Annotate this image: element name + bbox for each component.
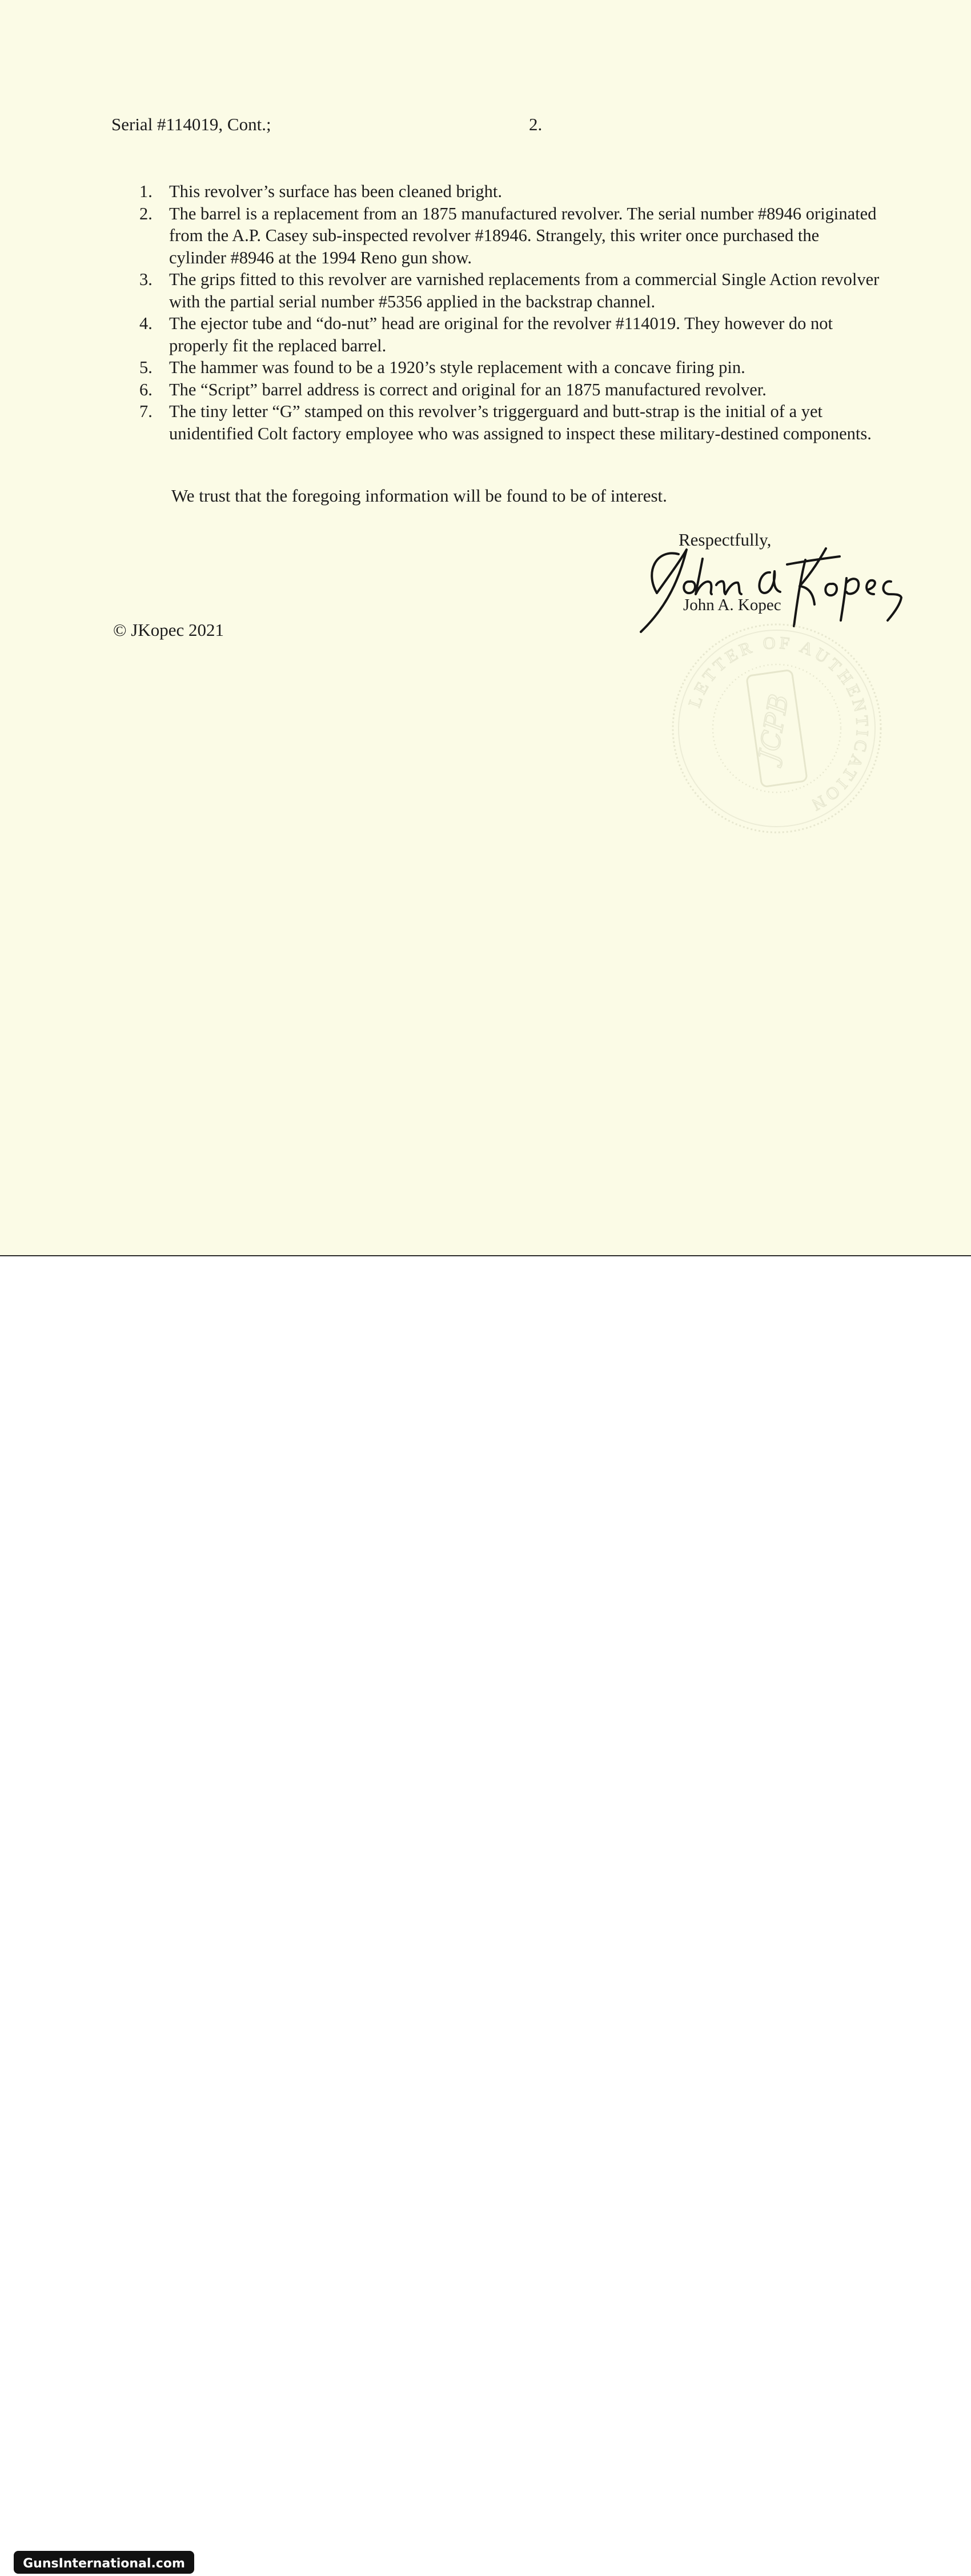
closing-sentence: We trust that the foregoing information will be found to be of interest. — [171, 486, 667, 506]
item-number: 4. — [139, 314, 153, 333]
item-number: 1. — [139, 182, 153, 201]
list-item — [137, 203, 880, 269]
item-text: The tiny letter “G” stamped on this revolver’s triggerguard and butt-strap is the initial of a yet unidentified Colt factory employee who was assigned to inspect these military-destined components. — [169, 402, 872, 443]
item-text: The hammer was found to be a 1920’s style replacement with a concave firing pin. — [169, 358, 745, 377]
item-text: The grips fitted to this revolver are varnished replacements from a commercial Single Action revolver with the partial serial number #5356 applied in the backstrap channel. — [169, 270, 880, 311]
scan-footer — [0, 1256, 971, 2571]
list-item — [137, 181, 880, 203]
item-number: 2. — [139, 203, 153, 223]
findings-list — [137, 181, 880, 444]
item-text: This revolver’s surface has been cleaned bright. — [169, 182, 502, 201]
watermark-text: GunsInternational.com — [23, 2557, 185, 2571]
site-watermark — [13, 2549, 195, 2576]
seal-monogram: JCPB — [752, 691, 795, 764]
letter-page — [0, 0, 971, 1256]
list-item — [137, 400, 880, 444]
list-item — [137, 356, 880, 379]
item-text: The “Script” barrel address is correct and original for an 1875 manufactured revolver. — [169, 379, 767, 399]
item-number: 5. — [139, 358, 153, 377]
item-number: 3. — [139, 270, 153, 289]
copyright-notice: © JKopec 2021 — [113, 620, 224, 640]
list-item — [137, 313, 880, 356]
embossed-seal — [668, 620, 885, 837]
serial-header: Serial #114019, Cont.; — [111, 114, 271, 134]
list-item — [137, 269, 880, 313]
seal-ring-text: LETTER OF AUTHENTICATION — [685, 633, 872, 816]
respectfully-label: Respectfully, — [679, 530, 772, 550]
item-text: The barrel is a replacement from an 1875 manufactured revolver. The serial number #8946 originated from the A.P. Casey sub-inspected revolver #18946. Strangely, this writer once purchased the cylinder #8946 at the 1994 Reno gun show. — [169, 203, 877, 267]
item-number: 6. — [139, 379, 153, 399]
item-text: The ejector tube and “do-nut” head are original for the revolver #114019. They however do not properly fit the replaced barrel. — [169, 314, 833, 355]
list-item — [137, 379, 880, 401]
page-number: 2. — [529, 114, 543, 134]
item-number: 7. — [139, 402, 153, 421]
signer-name: John A. Kopec — [683, 596, 781, 614]
